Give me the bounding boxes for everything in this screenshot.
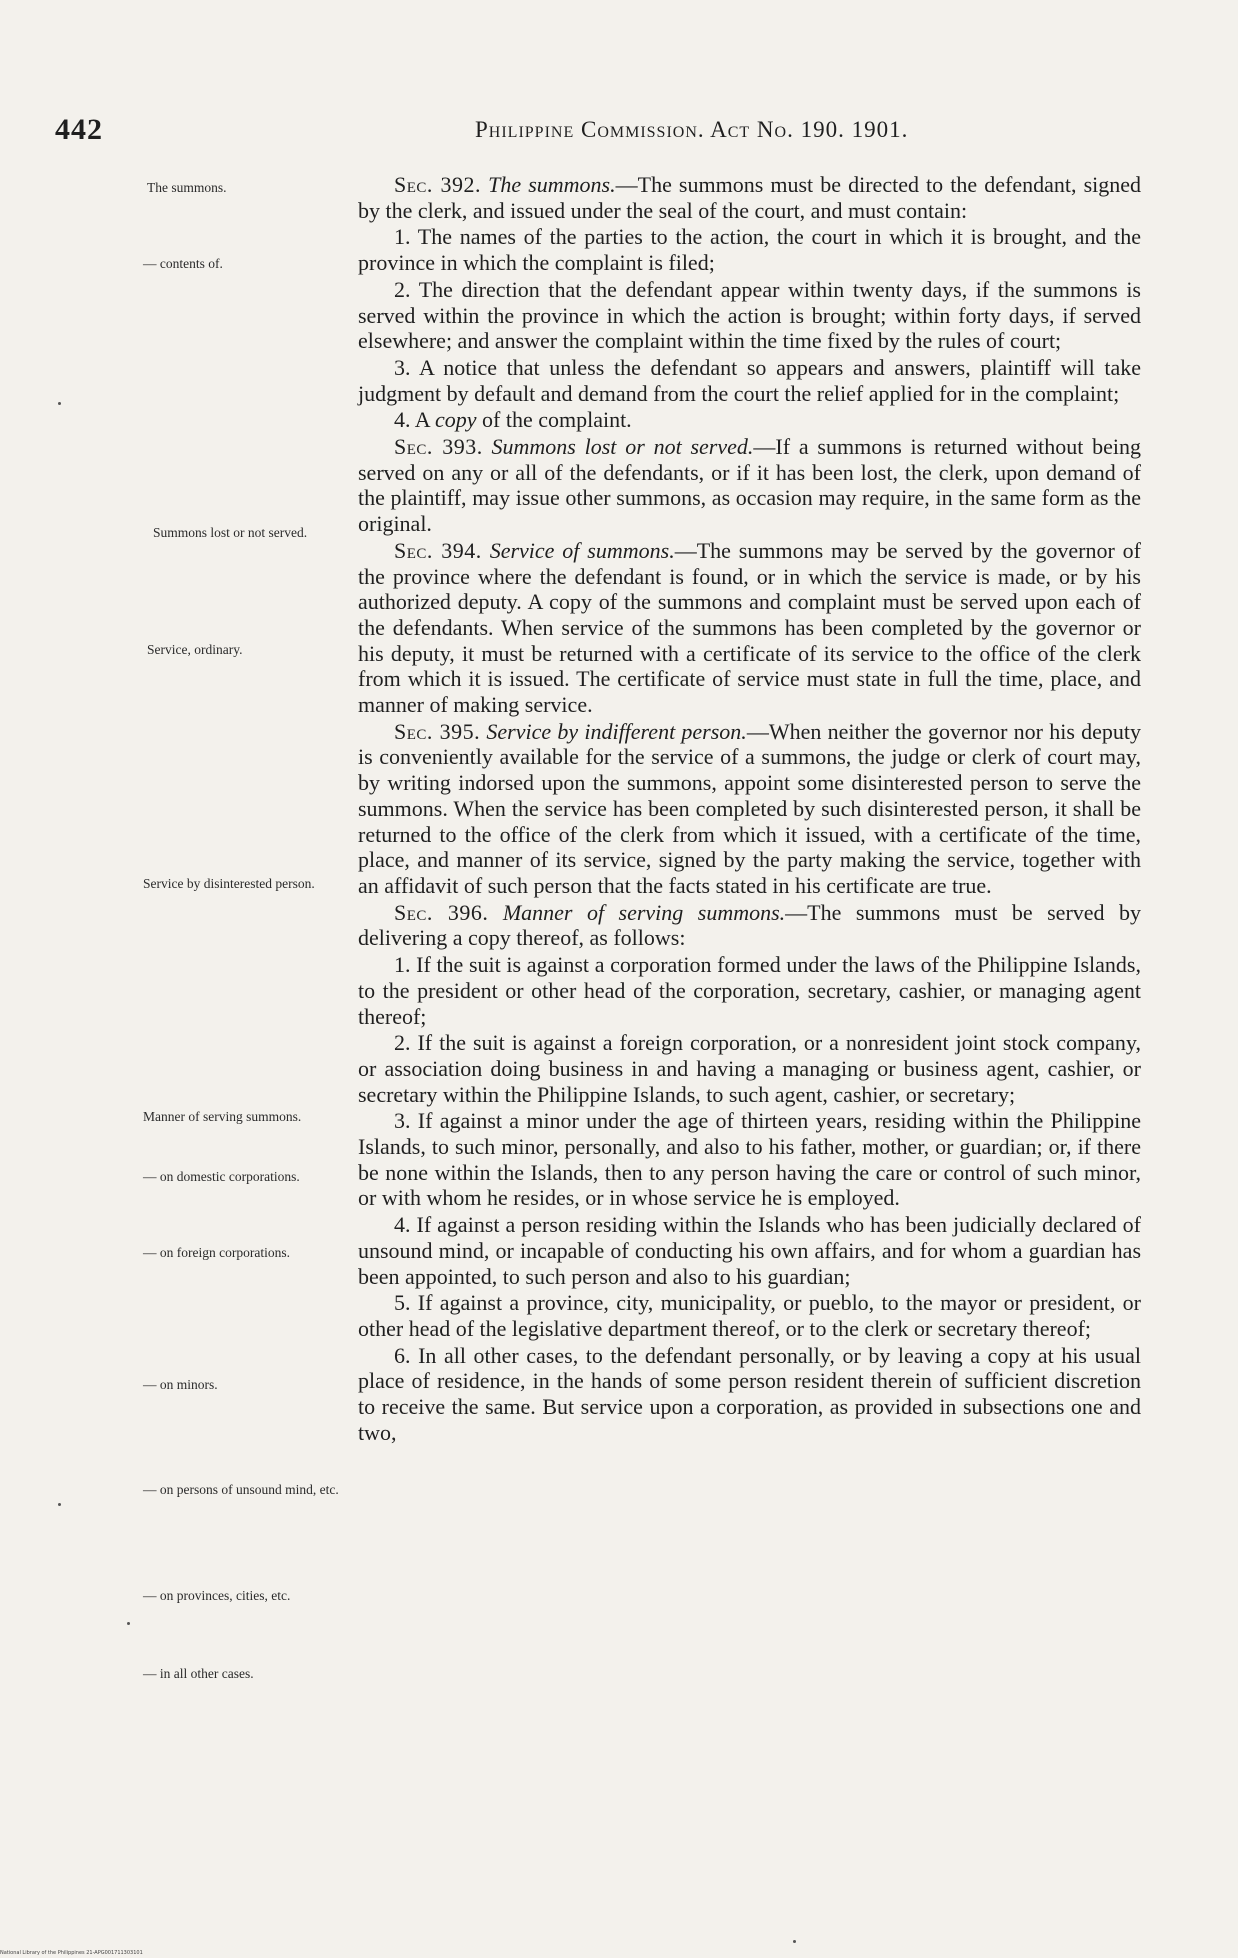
- margin-note: — on domestic corporations.: [143, 1169, 300, 1184]
- scan-speck: [127, 1622, 130, 1625]
- list-item: 2. If the suit is against a foreign corporation, or a nonresident joint stock company, or association doing business in and having a managing or business agent, cashier, or secretary within the Philippine Islands, to such agent, cashier, or secretary;: [358, 1030, 1141, 1107]
- section-paragraph: [358, 434, 1141, 537]
- margin-note: — on foreign corporations.: [143, 1245, 290, 1260]
- section-paragraph: [358, 719, 1141, 899]
- margin-note: Service, ordinary.: [147, 642, 243, 657]
- section-number: Sec. 394.: [394, 537, 482, 563]
- page-number: 442: [55, 113, 103, 146]
- list-item: 4. If against a person residing within the Islands who has been judicially declared of unsound mind, or incapable of conducting his own affairs, and for whom a guardian has been appointed, to such person and also to his guardian;: [358, 1212, 1141, 1289]
- section-title: Service by indifferent person.: [486, 718, 747, 744]
- section-paragraph: [358, 538, 1141, 718]
- item-text: 4. A: [394, 407, 435, 433]
- section-number: Sec. 396.: [394, 899, 489, 925]
- margin-note: Manner of serving summons.: [143, 1109, 302, 1124]
- running-title: Philippine Commission. Act No. 190. 1901.: [475, 117, 909, 142]
- list-item: [358, 407, 1141, 433]
- section-paragraph: [358, 900, 1141, 951]
- page-header: [0, 113, 1238, 153]
- list-item: 3. A notice that unless the defendant so appears and answers, plaintiff will take judgment by default and demand from the court the relief applied for in the complaint;: [358, 354, 1141, 406]
- list-item: 1. If the suit is against a corporation formed under the laws of the Philippine Islands, to the president or other head of the corporation, secretary, cashier, or managing agent thereof;: [358, 952, 1141, 1029]
- margin-note: — on persons of unsound mind, etc.: [143, 1482, 339, 1497]
- list-item: 2. The direction that the defendant appear within twenty days, if the summons is served within the province in which the action is brought; within forty days, if served elsewhere; and answer the complaint within the time fixed by the rules of court;: [358, 276, 1141, 354]
- section-number: Sec. 395.: [394, 718, 481, 744]
- section-text: —If a summons is returned without being served on any or all of the defendants, or if it has been lost, the clerk, upon demand of the plaintiff, may issue other summons, as occasion may require, in the same form as the original.: [358, 434, 1142, 537]
- section-paragraph: [358, 172, 1141, 223]
- section-title: Manner of serving summons.: [502, 899, 786, 925]
- body-text: [358, 172, 1141, 1446]
- item-text-italic: copy: [434, 407, 477, 433]
- section-text: —When neither the governor nor his deputy is conveniently available for the service of a summons, the judge or clerk of court may, by writing indorsed upon the summons, appoint some disinterested person to serve the summons. When the service has been completed by such disinterested person, it shall be returned to the office of the clerk from which it issued, with a certificate of the time, place, and manner of its service, signed by the party making the service, together with an affidavit of such person that the facts stated in his certificate are true.: [358, 718, 1141, 898]
- scan-credit: National Library of the Philippines 21-APG001711303101: [0, 1950, 143, 1956]
- scan-speck: [58, 1503, 61, 1506]
- scan-speck: [793, 1940, 796, 1943]
- margin-note: The summons.: [147, 180, 227, 195]
- section-number: Sec. 393.: [394, 434, 483, 460]
- section-text: —The summons must be served by delivering a copy thereof, as follows:: [358, 899, 1142, 951]
- section-text: —The summons may be served by the governor of the province where the defendant is found, or in which the service is made, or by his authorized deputy. A copy of the summons and complaint must be served upon each of the defendants. When service of the summons has been completed by the governor or his deputy, it must be returned with a certificate of its service to the office of the clerk from which it is issued. The certificate of service must state in full the time, place, and manner of making service.: [358, 537, 1142, 718]
- margin-note: — on provinces, cities, etc.: [143, 1588, 291, 1603]
- section-title: The summons.: [488, 172, 616, 197]
- list-item: 6. In all other cases, to the defendant personally, or by leaving a copy at his usual place of residence, in the hands of some person resident therein of sufficient discretion to receive the same. But service upon a corporation, as provided in subsections one and two,: [358, 1342, 1141, 1445]
- margin-note: — contents of.: [143, 256, 223, 271]
- margin-note: Service by disinterested person.: [143, 876, 315, 891]
- section-text: —The summons must be directed to the defendant, signed by the clerk, and issued under the seal of the court, and must contain:: [358, 172, 1142, 223]
- margin-note: — on minors.: [143, 1377, 218, 1392]
- margin-note: — in all other cases.: [143, 1666, 254, 1681]
- list-item: 1. The names of the parties to the action, the court in which it is brought, and the province in which the complaint is filed;: [358, 224, 1141, 276]
- item-text: of the complaint.: [476, 407, 632, 433]
- scan-speck: [58, 402, 61, 405]
- list-item: 5. If against a province, city, municipality, or pueblo, to the mayor or president, or other head of the legislative department thereof, or to the clerk or secretary thereof;: [358, 1290, 1141, 1341]
- section-title: Service of summons.: [489, 537, 675, 563]
- margin-note: Summons lost or not served.: [153, 525, 308, 540]
- section-number: Sec. 392.: [394, 172, 482, 197]
- list-item: 3. If against a minor under the age of thirteen years, residing within the Philippine Islands, to such minor, personally, and also to his father, mother, or guardian; or, if there be none within the Islands, then to any person having the care or control of such minor, or with whom he resides, or in whose service he is employed.: [358, 1108, 1141, 1211]
- section-title: Summons lost or not served.: [491, 434, 754, 460]
